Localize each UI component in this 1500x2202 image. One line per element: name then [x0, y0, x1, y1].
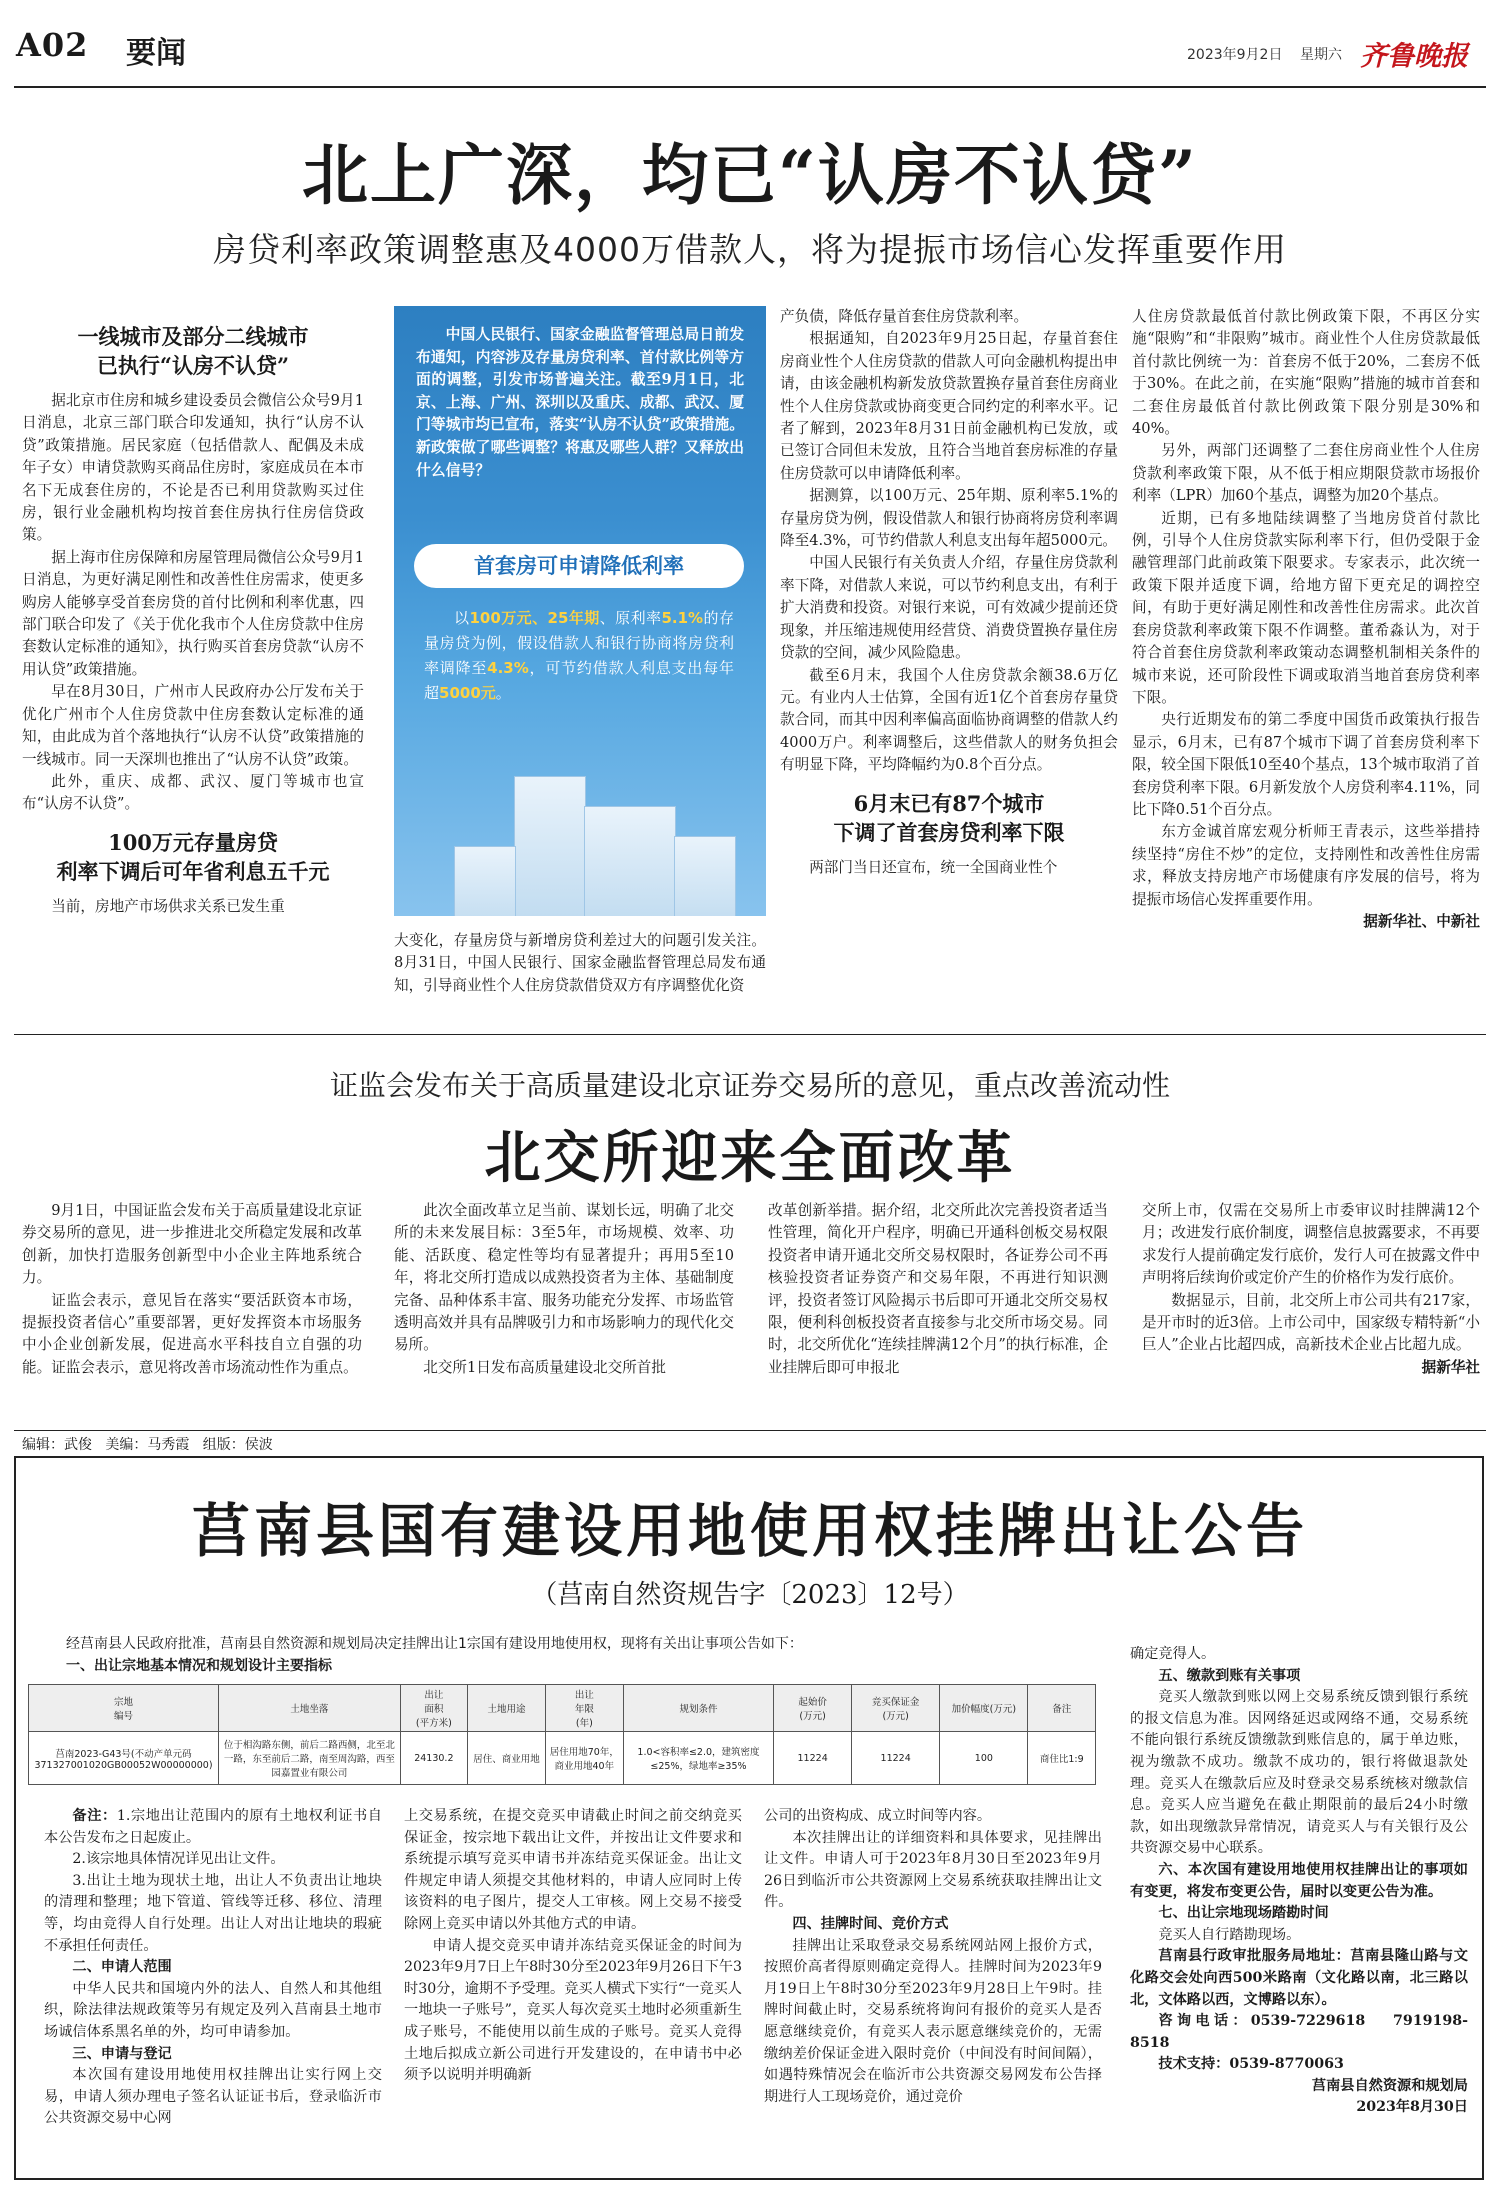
- ad-phone: 咨询电话：0539-7229618 7919198-8518: [1130, 2013, 1468, 2051]
- ad-para: 竞买人自行踏勘现场。: [1158, 1926, 1301, 1943]
- story1-source: 据新华社、中新社: [1363, 912, 1480, 930]
- story2-column-1: [22, 1200, 362, 1379]
- ad-heading-6: 六、本次国有建设用地使用权挂牌出让的事项如有变更，将发布变更公告，届时以变更公告为准。: [1130, 1861, 1468, 1900]
- ad-note: 3.出让土地为现状土地，出让人不负责出让地块的清理和整理；地下管道、管线等迁移、移位、清理等，均由竞得人自行处理。出让人对出让地块的瑕疵不承担任何责任。: [44, 1872, 382, 1954]
- ad-heading-2: 二、申请人范围: [72, 1959, 172, 1976]
- ad-column-3: [764, 1806, 1102, 2108]
- section-rule: [14, 1034, 1486, 1035]
- page-credits: 编辑：武俊 美编：马秀霞 组版：侯波: [22, 1437, 273, 1453]
- story1-c4-para: 人住房贷款最低首付款比例政策下限，不再区分实施“限购”和“非限购”城市。商业性个人住房贷款最低首付款比例统一为：首套房不低于20%，二套房不低于30%。在此之前，在实施“限购”措施的城市首套和二套住房最低首付款比例政策下限分别是30%和40%。: [1132, 308, 1480, 438]
- table-header: 起始价 (万元): [774, 1685, 852, 1732]
- story2-kicker: 证监会发布关于高质量建设北京证券交易所的意见，重点改善流动性: [329, 1069, 1170, 1102]
- infographic-panel: [394, 306, 766, 916]
- story1-c1-para: 据北京市住房和城乡建设委员会微信公众号9月1日消息，北京三部门联合印发通知，执行“认房不认贷”政策措施。居民家庭（包括借款人、配偶及未成年子女）申请贷款购买商品住房时，家庭成员在本市名下无成套住房的，不论是否已利用贷款购买过住房，银行业金融机构均按首套住房执行住房信贷政策。: [22, 392, 364, 544]
- infographic-body: 以100万元、25年期、原利率5.1%的存量房贷为例，假设借款人和银行协商将房贷利率调降至4.3%，可节约借款人利息支出每年超5000元。: [424, 609, 734, 702]
- story1-c3-para: 根据通知，自2023年9月25日起，存量首套住房商业性个人住房贷款的借款人可向金融机构提出申请，由该金融机构新发放贷款置换存量首套住房商业性个人住房贷款或协商变更合同约定的利率水平。记者了解到，2023年8月31日前金融机构已发放，或已签订合同但未发放，且符合当地首套房标准的存量住房贷款可以申请降低利率。: [780, 330, 1118, 482]
- ad-doc-number: （莒南自然资规告字〔2023〕12号）: [531, 1580, 969, 1610]
- table-header: 加价幅度(万元): [940, 1685, 1028, 1732]
- ad-intro: 经莒南县人民政府批准，莒南县自然资源和规划局决定挂牌出让1宗国有建设用地使用权，现将有关出让事项公告如下：: [66, 1636, 803, 1652]
- story1-c2-para: 大变化，存量房贷与新增房贷利差过大的问题引发关注。8月31日，中国人民银行、国家金融监督管理总局发布通知，引导商业性个人住房贷款借贷双方有序调整优化资: [394, 932, 766, 994]
- ad-para: 上交易系统，在提交竞买申请截止时间之前交纳竞买保证金，按宗地下载出让文件，并按出让文件要求和系统提示填写竞买申请书并冻结竞买保证金。出让文件规定申请人须提交其他材料的，申请人应同时上传该资料的电子图片，提交人工审核。网上交易不接受除网上竞买申请以外其他方式的申请。: [404, 1808, 742, 1932]
- table-header-row: [29, 1685, 1096, 1732]
- infographic-pill: 首套房可申请降低利率: [414, 544, 744, 588]
- ad-section-1: 一、出让宗地基本情况和规划设计主要指标: [66, 1658, 332, 1674]
- building-illustration: [674, 836, 736, 916]
- table-cell: 位于相沟路东侧，前后二路西侧，北至北一路，东至前后二路，南至周沟路，西至园嘉置业有限公司: [219, 1732, 401, 1785]
- building-illustration: [514, 776, 586, 916]
- table-header: 规划条件: [623, 1685, 773, 1732]
- story1-subhead-1: 一线城市及部分二线城市 已执行“认房不认贷”: [77, 324, 309, 378]
- ad-note: 2.该宗地具体情况详见出让文件。: [72, 1851, 285, 1868]
- table-header: 土地用途: [468, 1685, 546, 1732]
- ad-signer: 莒南县自然资源和规划局: [1311, 2077, 1468, 2094]
- ad-para: 本次挂牌出让的详细资料和具体要求，见挂牌出让文件。申请人可于2023年8月30日至2023年9月26日到临沂市公共资源网上交易系统获取挂牌出让文件。: [764, 1829, 1102, 1911]
- header-rule: [14, 86, 1486, 88]
- ad-para: 竞买人缴款到账以网上交易系统反馈到银行系统的报文信息为准。因网络延迟或网络不通，交易系统不能向银行系统反馈缴款到账信息的，属于单边账，视为缴款不成功。缴款不成功的，银行将做退款处理。竞买人在缴款后应及时登录交易系统核对缴款信息。竞买人应当避免在截止期限前的最后24小时缴款，如出现缴款异常情况，请竞买人与有关银行及公共资源交易中心联系。: [1130, 1689, 1468, 1857]
- table-cell: 11224: [852, 1732, 940, 1785]
- story1-subhead-2: 100万元存量房贷 利率下调后可年省利息五千元: [56, 829, 330, 884]
- ad-para: 挂牌出让采取登录交易系统网站网上报价方式，按照价高者得原则确定竞得人。挂牌时间为2023年9月19日上午8时30分至2023年9月28日上午9时。挂牌时间截止时，交易系统将询问有报价的竞买人是否愿意继续竞价，有竞买人表示愿意继续竞价的，无需缴纳差价保证金进入限时竞价（中间没有时间间隔），如遇特殊情况会在临沂市公共资源交易网发布公告择期进行人工现场竞价，通过竞价: [764, 1937, 1102, 2105]
- table-cell: 居住、商业用地: [468, 1732, 546, 1785]
- highlight-old-rate: 5.1%: [661, 609, 704, 627]
- story2-column-2: [394, 1200, 734, 1379]
- story1-column-2-bottom: [394, 930, 766, 997]
- ad-sign-date: 2023年8月30日: [1356, 2099, 1468, 2116]
- ad-para: 确定竞得人。: [1130, 1646, 1216, 1662]
- section-name: 要闻: [126, 36, 186, 71]
- infographic-intro: 中国人民银行、国家金融监督管理总局日前发布通知，内容涉及存量房贷利率、首付款比例等方面的调整，引发市场普遍关注。截至9月1日，北京、上海、广州、深圳以及重庆、成都、武汉、厦门等城市均已宣布，落实“认房不认贷”政策措施。新政策做了哪些调整？将惠及哪些人群？又释放出什么信号？: [416, 326, 744, 479]
- story1-column-4: [1132, 306, 1480, 933]
- credits-rule: [14, 1430, 1486, 1431]
- table-cell: 100: [940, 1732, 1028, 1785]
- ad-para: 中华人民共和国境内外的法人、自然人和其他组织，除法律法规政策等另有规定及列入莒南县土地市场诚信体系黑名单的外，均可申请参加。: [44, 1980, 382, 2040]
- story1-column-3: [780, 306, 1118, 879]
- story2-headline: 北交所迎来全面改革: [484, 1125, 1016, 1191]
- ad-tech-support: 技术支持：0539-8770063: [1158, 2056, 1344, 2073]
- story1-c1-para: 早在8月30日，广州市人民政府办公厅发布关于优化广州市个人住房贷款中住房套数认定标准的通知，由此成为首个落地执行“认房不认贷”政策措施的一线城市。同一天深圳也推出了“认房不认贷”政策。: [22, 683, 364, 768]
- story1-c3-tail: 两部门当日还宣布，统一全国商业性个: [809, 858, 1058, 876]
- ad-column-1: [44, 1806, 382, 2130]
- table-row: [29, 1732, 1096, 1785]
- story1-subhead-3: 6月末已有87个城市 下调了首套房贷利率下限: [833, 790, 1065, 845]
- table-cell: 11224: [774, 1732, 852, 1785]
- story1-c3-para: 产负债，降低存量首套住房贷款利率。: [780, 308, 1029, 325]
- story1-c4-para: 东方金诚首席宏观分析师王青表示，这些举措持续坚持“房住不炒”的定位，支持刚性和改善性住房需求，释放支持房地产市场健康有序发展的信号，将为提振市场信心发挥重要作用。: [1132, 823, 1480, 908]
- page-number: A02: [16, 26, 89, 64]
- highlight-new-rate: 4.3%: [487, 659, 529, 677]
- table-header: 宗地 编号: [29, 1685, 219, 1732]
- table-cell: 1.0<容积率≤2.0，建筑密度≤25%，绿地率≥35%: [623, 1732, 773, 1785]
- building-illustration: [454, 846, 516, 916]
- table-cell: 商住比1:9: [1028, 1732, 1096, 1785]
- story1-headline: 北上广深，均已“认房不认贷”: [302, 136, 1198, 214]
- story2-c2-para: 北交所1日发布高质量建设北交所首批: [423, 1358, 666, 1376]
- table-cell: 居住用地70年，商业用地40年: [545, 1732, 623, 1785]
- story2-column-3: [768, 1200, 1108, 1379]
- story1-c4-para: 近期，已有多地陆续调整了当地房贷首付款比例，引导个人住房贷款实际利率下行，但仍受限于金融管理部门此前政策下限要求。专家表示，此次统一政策下限并适度下调，给地方留下更充足的调控空间，有助于更好满足刚性和改善性住房需求。此次首套房贷款利率政策下限不作调整。董希淼认为，对于符合首套住房贷款利率政策动态调整机制相关条件的城市来说，还可阶段性下调或取消当地首套房贷利率下限。: [1132, 509, 1480, 706]
- story1-c4-para: 央行近期发布的第二季度中国货币政策执行报告显示，6月末，已有87个城市下调了首套房贷利率下限，较全国下限低10至40个基点，13个城市取消了首套房贷利率下限。6月新发放个人房贷利率4.11%，同比下降0.51个百分点。: [1132, 711, 1480, 818]
- story1-c3-para: 中国人民银行有关负责人介绍，存量住房贷款利率下降，对借款人来说，可以节约利息支出，有利于扩大消费和投资。对银行来说，可有效减少提前还贷现象，并压缩违规使用经营贷、消费贷置换存量住房贷款的空间，减少风险隐患。: [780, 554, 1118, 662]
- story2-c2-para: 此次全面改革立足当前、谋划长远，明确了北交所的未来发展目标：3至5年，市场规模、效率、功能、活跃度、稳定性等均有显著提升；再用5至10年，将北交所打造成以成熟投资者为主体、基础制度完备、品种体系丰富、服务功能充分发挥、市场监管透明高效并具有品牌吸引力和市场影响力的现代化交易所。: [394, 1202, 734, 1354]
- ad-address: 莒南县行政审批服务局地址：莒南县隆山路与文化路交会处向西500米路南（文化路以南，北三路以北，文体路以西，文博路以东）。: [1130, 1948, 1468, 2008]
- story2-column-4: [1142, 1200, 1480, 1379]
- table-cell: 莒南2023-G43号(不动产单元码371327001020GB00052W00000000): [29, 1732, 219, 1785]
- table-header: 出让 年限 (年): [545, 1685, 623, 1732]
- table-header: 竞买保证金 (万元): [852, 1685, 940, 1732]
- newspaper-brand: 齐鲁晚报: [1360, 41, 1468, 72]
- highlight-principal: 100万元、25年期: [469, 609, 600, 627]
- table-header: 备注: [1028, 1685, 1096, 1732]
- story1-c3-para: 据测算，以100万元、25年期、原利率5.1%的存量房贷为例，假设借款人和银行协商将房贷利率调降至4.3%，可节约借款人利息支出每年超5000元。: [780, 487, 1118, 550]
- story1-c3-para: 截至6月末，我国个人住房贷款余额38.6万亿元。有业内人士估算，全国有近1亿个首套房存量贷款合同，而其中因利率偏高面临协商调整的借款人约4000万户。利率调整后，这些借款人的财务负担会有明显下降，平均降幅约为0.8个百分点。: [780, 666, 1118, 774]
- ad-column-2: [404, 1806, 742, 2087]
- ad-para: 公司的出资构成、成立时间等内容。: [764, 1808, 992, 1824]
- story2-c1-para: 9月1日，中国证监会发布关于高质量建设北京证券交易所的意见，进一步推进北交所稳定发展和改革创新，加快打造服务创新型中小企业主阵地系统合力。: [22, 1202, 362, 1287]
- table-cell: 24130.2: [400, 1732, 467, 1785]
- issue-date: 2023年9月2日: [1187, 47, 1283, 63]
- story2-source: 据新华社: [1421, 1358, 1480, 1376]
- building-illustration: [584, 806, 676, 916]
- story1-c1-para: 据上海市住房保障和房屋管理局微信公众号9月1日消息，为更好满足刚性和改善性住房需求，使更多购房人能够享受首套房贷的首付比例和利率优惠，四部门联合印发了《关于优化我市个人住房贷款中住房套数认定标准的通知》，执行购买首套房贷款“认房不用认贷”政策措施。: [22, 548, 364, 678]
- land-parcel-table: [28, 1684, 1096, 1785]
- ad-para: 本次国有建设用地使用权挂牌出让实行网上交易，申请人须办理电子签名认证证书后，登录临沂市公共资源交易中心网: [44, 2067, 382, 2127]
- issue-weekday: 星期六: [1300, 47, 1342, 63]
- story1-subheadline: 房贷利率政策调整惠及4000万借款人，将为提振市场信心发挥重要作用: [213, 230, 1287, 269]
- story1-c1-para: 此外，重庆、成都、武汉、厦门等城市也宣布“认房不认贷”。: [22, 772, 364, 813]
- story1-c1-tail: 当前，房地产市场供求关系已发生重: [51, 897, 285, 915]
- ad-column-4: [1130, 1644, 1468, 2119]
- ad-heading-5: 五、缴款到账有关事项: [1158, 1667, 1301, 1684]
- story1-column-1: [22, 322, 364, 918]
- table-header: 出让 面积 (平方米): [400, 1685, 467, 1732]
- story2-c4-para: 交所上市，仅需在交易所上市委审议时挂牌满12个月；改进发行底价制度，调整信息披露要求，不再要求发行人提前确定发行底价，发行人可在披露文件中声明将后续询价或定价产生的价格作为发行底价。: [1142, 1202, 1480, 1287]
- story2-c4-para: 数据显示，目前，北交所上市公司共有217家，是开市时的近3倍。上市公司中，国家级专精特新“小巨人”企业占比超四成，高新技术企业占比超九成。: [1142, 1291, 1480, 1354]
- table-header: 土地坐落: [219, 1685, 401, 1732]
- ad-title: 莒南县国有建设用地使用权挂牌出让公告: [191, 1497, 1308, 1565]
- story2-c3-para: 改革创新举措。据介绍，北交所此次完善投资者适当性管理，简化开户程序，明确已开通科创板交易权限投资者申请开通北交所交易权限时，各证券公司不再核验投资者证券资产和交易年限，不再进行知识测评，投资者签订风险揭示书后即可开通北交所交易权限，便利科创板投资者直接参与北交所市场交易。同时，北交所优化“连续挂牌满12个月”的执行标准，企业挂牌后即可申报北: [768, 1202, 1108, 1376]
- story1-c4-para: 另外，两部门还调整了二套住房商业性个人住房贷款利率政策下限，从不低于相应期限贷款市场报价利率（LPR）加60个基点，调整为加20个基点。: [1132, 442, 1480, 505]
- ad-heading-7: 七、出让宗地现场踏勘时间: [1158, 1905, 1329, 1922]
- highlight-savings: 5000元: [439, 684, 496, 702]
- ad-heading-4: 四、挂牌时间、竞价方式: [792, 1915, 949, 1932]
- ad-heading-3: 三、申请与登记: [72, 2045, 172, 2062]
- ad-note-1: 备注：1.宗地出让范围内的原有土地权利证书自本公告发布之日起废止。: [44, 1808, 382, 1846]
- ad-para: 申请人提交竞买申请并冻结竞买保证金的时间为2023年9月7日上午8时30分至2023年9月26日下午3时30分，逾期不予受理。竞买人横式下实行“一竞买人一地块一子账号”，竞买人每次竞买土地时必须重新生成子账号，不能使用以前生成的子账号。竞买人竞得土地后拟成立新公司进行开发建设的，在申请书中必须予以说明并明确新: [404, 1937, 742, 2084]
- story2-c1-para: 证监会表示，意见旨在落实“要活跃资本市场，提振投资者信心”重要部署，更好发挥资本市场服务中小企业创新发展，促进高水平科技自立自强的功能。证监会表示，意见将改善市场流动性作为重点。: [22, 1291, 362, 1376]
